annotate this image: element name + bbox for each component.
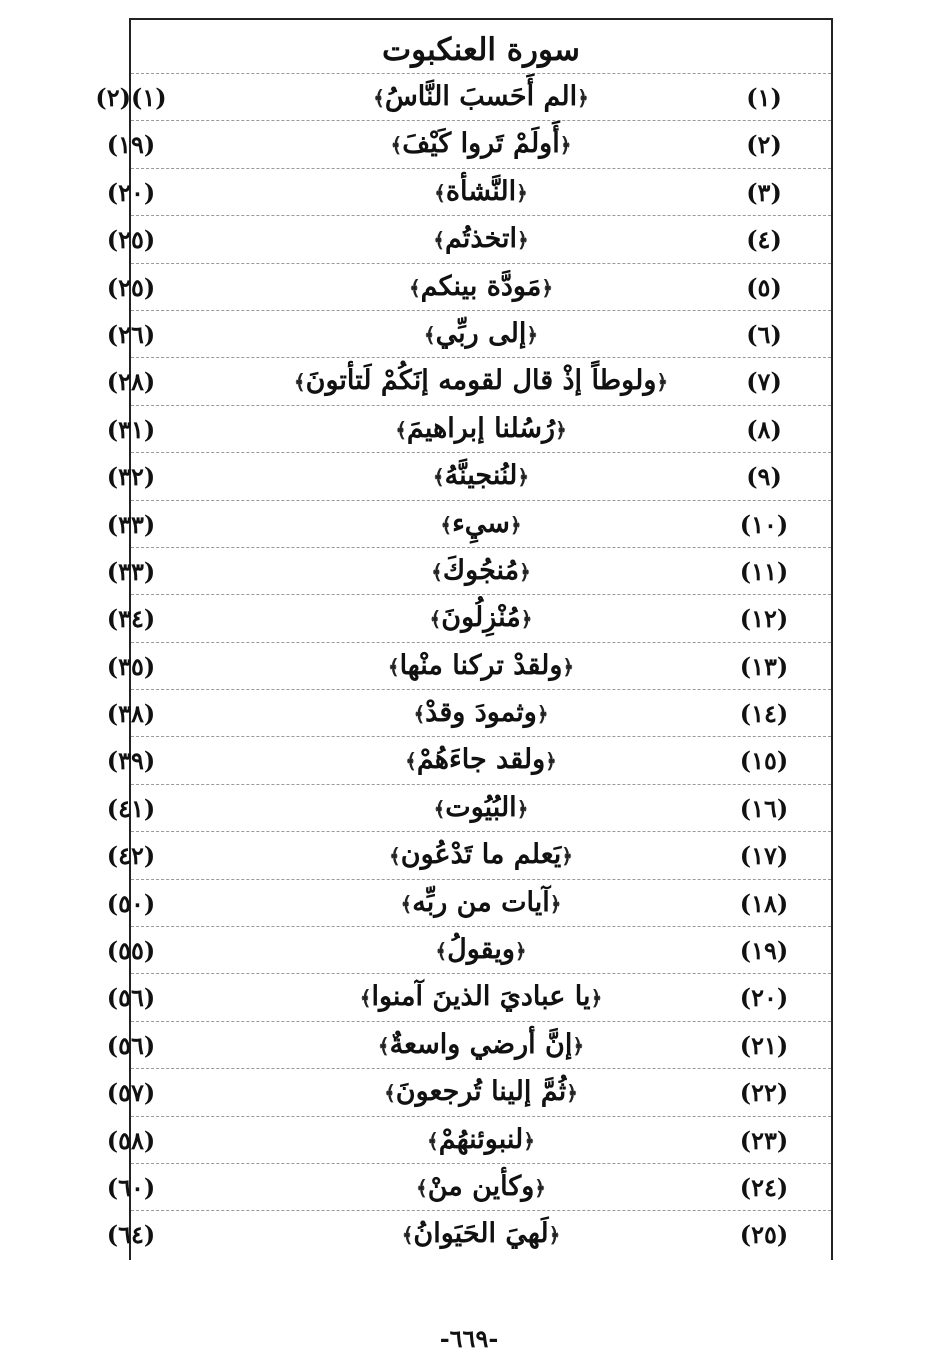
- table-row: [106, 736, 831, 783]
- ornament-bracket-close: ﴾: [432, 465, 445, 490]
- verse-reference: (٥٦): [106, 983, 156, 1013]
- ornament-bracket-open: ﴿: [562, 654, 575, 679]
- ornament-bracket-close: ﴾: [377, 1033, 390, 1058]
- word-text: الم أَحَسبَ النَّاسُ: [384, 81, 578, 112]
- verse-reference: (٣٣): [106, 556, 156, 586]
- word-text: البُيُوت: [445, 791, 517, 823]
- ornament-bracket-close: ﴾: [415, 1175, 428, 1200]
- ornament-bracket-open: ﴿: [548, 1223, 561, 1248]
- table-row: [106, 831, 831, 878]
- verse-reference: (٢٦): [106, 319, 156, 349]
- word-text: ويقولُ: [447, 934, 515, 966]
- row-number: (٤): [746, 225, 782, 255]
- table-row: [106, 357, 831, 404]
- word-text: لنُنجينَّهُ: [444, 460, 518, 492]
- table-row: [106, 642, 831, 689]
- quran-word: [271, 1216, 691, 1253]
- quran-word: [271, 221, 691, 258]
- row-number: (٣): [746, 177, 782, 207]
- ornament-bracket-open: ﴿: [517, 465, 530, 490]
- table-row: [106, 1116, 831, 1163]
- table-row: [106, 879, 831, 926]
- verse-reference: (٣٩): [106, 746, 156, 776]
- verse-reference: (٥٨): [106, 1125, 156, 1155]
- ornament-bracket-close: ﴾: [401, 1223, 414, 1248]
- quran-word: [271, 979, 691, 1016]
- word-text: وكأين منْ: [427, 1170, 535, 1202]
- word-text: سيِء: [452, 507, 510, 539]
- word-text: ولقد جاءَهُمْ: [416, 744, 546, 776]
- ornament-bracket-close: ﴾: [429, 607, 442, 632]
- word-text: وثمودَ وقدْ: [425, 697, 537, 729]
- ornament-bracket-open: ﴿: [590, 986, 603, 1011]
- ornament-bracket-close: ﴾: [395, 417, 407, 442]
- ornament-bracket-close: ﴾: [435, 939, 448, 964]
- ornament-bracket-close: ﴾: [433, 796, 446, 821]
- word-text: يَعلم ما تَدْعُون: [400, 839, 562, 871]
- row-number: (٢٥): [739, 1220, 789, 1250]
- ornament-bracket-close: ﴾: [440, 512, 453, 537]
- ornament-bracket-open: ﴿: [572, 1033, 585, 1058]
- verse-reference: (٦٤): [106, 1220, 156, 1250]
- quran-word: [271, 126, 691, 163]
- row-number: (١٠): [739, 509, 789, 539]
- table-row: [106, 689, 831, 736]
- ornament-bracket-close: ﴾: [359, 986, 372, 1011]
- ornament-bracket-open: ﴿: [555, 417, 567, 442]
- page-title: سورة العنكبوت: [381, 32, 581, 68]
- row-number: (١٧): [739, 841, 789, 871]
- ornament-bracket-open: ﴿: [559, 133, 572, 158]
- quran-word: [271, 458, 691, 495]
- row-number: (٢٢): [739, 1078, 789, 1108]
- ornament-bracket-close: ﴾: [373, 86, 385, 110]
- ornament-bracket-close: ﴾: [431, 559, 443, 584]
- quran-word: [271, 79, 691, 116]
- table-row: [106, 120, 831, 167]
- word-list: [95, 73, 831, 1258]
- row-number: (١٣): [739, 651, 789, 681]
- ornament-bracket-open: ﴿: [526, 322, 539, 347]
- verse-reference: (٣٥): [106, 651, 156, 681]
- verse-reference: (٦٠): [106, 1172, 156, 1202]
- quran-word: [271, 1074, 691, 1111]
- ornament-bracket-close: ﴾: [427, 1128, 439, 1153]
- row-number: (١٩): [739, 936, 789, 966]
- ornament-bracket-close: ﴾: [400, 891, 413, 916]
- ornament-bracket-close: ﴾: [413, 702, 426, 727]
- verse-reference: (٢٥): [106, 225, 156, 255]
- verse-reference: (٢٥): [106, 272, 156, 302]
- row-number: (١٢): [739, 604, 789, 634]
- ornament-bracket-open: ﴿: [523, 1128, 535, 1153]
- verse-reference: (٣٨): [106, 699, 156, 729]
- verse-reference: (٥٦): [106, 1030, 156, 1060]
- quran-word: [271, 885, 691, 922]
- quran-word: [271, 1122, 691, 1159]
- table-row: [106, 973, 831, 1020]
- quran-word: [271, 174, 691, 211]
- table-row: [106, 594, 831, 641]
- ornament-bracket-open: ﴿: [516, 796, 529, 821]
- ornament-bracket-open: ﴿: [561, 844, 573, 869]
- word-text: مُنْزِلُونَ: [441, 602, 521, 634]
- quran-word: [271, 695, 691, 732]
- row-number: (١١): [739, 556, 789, 586]
- table-row: [106, 784, 831, 831]
- row-number: (٢٤): [739, 1172, 789, 1202]
- ornament-bracket-open: ﴿: [541, 275, 554, 300]
- word-text: مُنجُوكَ: [442, 554, 520, 586]
- row-number: (٨): [746, 414, 782, 444]
- verse-reference: (٣١): [106, 414, 156, 444]
- row-number: (٢٠): [739, 983, 789, 1013]
- ornament-bracket-close: ﴾: [293, 370, 306, 395]
- verse-reference: (١٩): [106, 130, 156, 160]
- word-text: لنبوئنهُمْ: [438, 1123, 524, 1155]
- ornament-bracket-close: ﴾: [423, 322, 436, 347]
- quran-word: [271, 742, 691, 779]
- word-text: النَّشأة: [445, 175, 517, 207]
- word-text: ولوطاً إذْ قال لقومه إنَكُمْ لَتأتونَ: [305, 365, 657, 397]
- verse-reference: (٣٣): [106, 509, 156, 539]
- quran-word: [271, 1169, 691, 1206]
- page-number: -٦٦٩-: [439, 1324, 499, 1353]
- ornament-bracket-open: ﴿: [534, 1175, 547, 1200]
- ornament-bracket-open: ﴿: [577, 86, 589, 110]
- table-frame: [95, 18, 833, 1260]
- word-text: ولقدْ تركنا منْها: [399, 649, 563, 681]
- row-number: (٩): [746, 462, 782, 492]
- verse-reference: (٢٨): [106, 367, 156, 397]
- word-text: مَودَّة بينكم: [420, 270, 542, 302]
- verse-reference: (٥٥): [106, 936, 156, 966]
- quran-word: [271, 363, 691, 400]
- row-number: (١٨): [739, 888, 789, 918]
- row-number: (١٤): [739, 699, 789, 729]
- row-number: (٢١): [739, 1030, 789, 1060]
- quran-word: [271, 506, 691, 543]
- ornament-bracket-open: ﴿: [509, 512, 522, 537]
- table-row: [106, 168, 831, 215]
- ornament-bracket-open: ﴿: [656, 370, 669, 395]
- word-text: يا عباديَ الذينَ آمنوا: [371, 981, 591, 1013]
- table-row: [106, 310, 831, 357]
- row-number: (٥): [746, 272, 782, 302]
- ornament-bracket-open: ﴿: [517, 228, 529, 253]
- quran-word: [271, 411, 691, 448]
- row-number: (١٦): [739, 793, 789, 823]
- table-row: [106, 405, 831, 452]
- table-row: [106, 926, 831, 973]
- verse-reference: (٤١): [106, 793, 156, 823]
- ornament-bracket-open: ﴿: [516, 180, 528, 205]
- word-text: آيات من ربِّه: [412, 886, 550, 918]
- ornament-bracket-close: ﴾: [433, 228, 445, 253]
- quran-word: [271, 316, 691, 353]
- quran-word: [271, 837, 691, 874]
- verse-reference: (٤٢): [106, 841, 156, 871]
- quran-word: [271, 790, 691, 827]
- ornament-bracket-open: ﴿: [545, 749, 557, 774]
- row-number: (٢٣): [739, 1125, 789, 1155]
- quran-word: [271, 553, 691, 590]
- ornament-bracket-close: ﴾: [387, 654, 400, 679]
- table-row: [106, 1021, 831, 1068]
- ornament-bracket-close: ﴾: [405, 749, 417, 774]
- row-number: (٦): [746, 319, 782, 349]
- table-row: [95, 73, 831, 120]
- ornament-bracket-open: ﴿: [536, 702, 549, 727]
- word-text: اتخذتُم: [444, 223, 518, 255]
- word-text: لَهيَ الحَيَوانُ: [413, 1218, 549, 1250]
- ornament-bracket-close: ﴾: [384, 1081, 396, 1106]
- quran-word: [271, 1027, 691, 1064]
- word-text: أَولَمْ تَروا كَيْفَ: [402, 128, 560, 160]
- word-text: إلى ربِّي: [435, 317, 527, 349]
- table-row: [106, 500, 831, 547]
- table-row: [106, 1068, 831, 1115]
- row-number: (١٥): [739, 746, 789, 776]
- ornament-bracket-open: ﴿: [549, 891, 562, 916]
- ornament-bracket-open: ﴿: [520, 607, 533, 632]
- ornament-bracket-close: ﴾: [390, 133, 403, 158]
- verse-reference: (١)(٢): [95, 83, 167, 112]
- ornament-bracket-open: ﴿: [566, 1081, 578, 1106]
- verse-reference: (٣٤): [106, 604, 156, 634]
- verse-reference: (٥٠): [106, 888, 156, 918]
- table-row: [106, 1210, 831, 1257]
- ornament-bracket-open: ﴿: [519, 559, 531, 584]
- table-row: [106, 263, 831, 310]
- ornament-bracket-open: ﴿: [514, 939, 527, 964]
- ornament-bracket-close: ﴾: [408, 275, 421, 300]
- word-text: إنَّ أرضي واسعةٌ: [389, 1028, 573, 1060]
- quran-word: [271, 600, 691, 637]
- row-number: (١): [746, 83, 782, 112]
- word-text: ثُمَّ إلينا تُرجعونَ: [395, 1076, 567, 1108]
- table-row: [106, 215, 831, 262]
- quran-word: [271, 269, 691, 306]
- ornament-bracket-close: ﴾: [434, 180, 446, 205]
- table-row: [106, 547, 831, 594]
- row-number: (٢): [746, 130, 782, 160]
- verse-reference: (٣٢): [106, 462, 156, 492]
- verse-reference: (٥٧): [106, 1078, 156, 1108]
- ornament-bracket-close: ﴾: [389, 844, 401, 869]
- quran-word: [271, 648, 691, 685]
- table-row: [106, 1163, 831, 1210]
- table-row: [106, 452, 831, 499]
- quran-word: [271, 932, 691, 969]
- verse-reference: (٢٠): [106, 177, 156, 207]
- row-number: (٧): [746, 367, 782, 397]
- word-text: رُسُلنا إبراهيمَ: [406, 412, 556, 444]
